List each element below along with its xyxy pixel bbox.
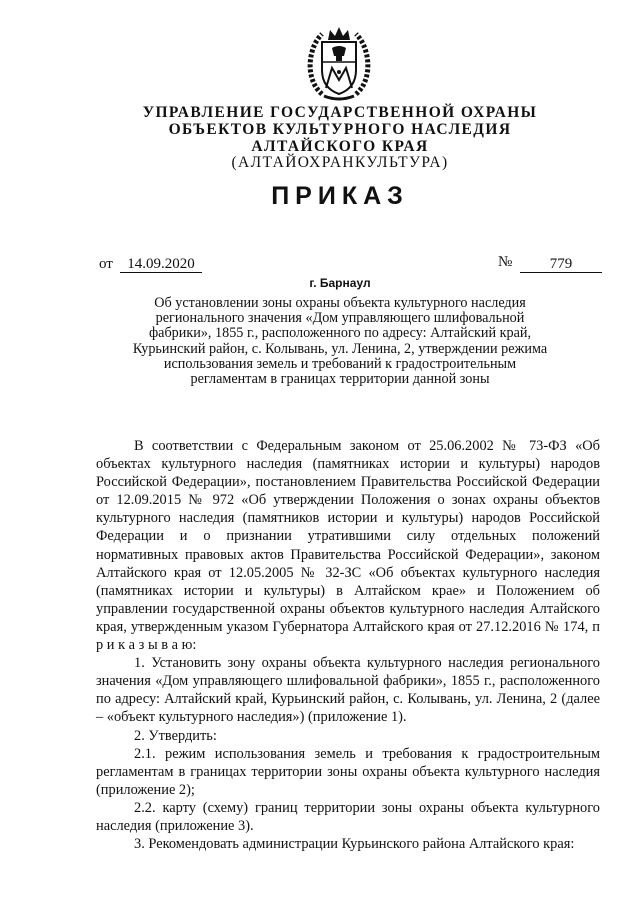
number-label: № xyxy=(498,254,513,270)
clause-2-1: 2.1. режим использования земель и требования к градостроительным регламентам в границах территории зоны охраны объекта культурного наследия (приложение 2); xyxy=(96,745,600,798)
document-type-title: ПРИКАЗ xyxy=(271,182,409,210)
clause-1: 1. Установить зону охраны объекта культурного наследия регионального значения «Дом управляющего шлифовальной фабрики», 1855 г., расположенного по адресу: Алтайский край, Курьинский район, с. Колывань, ул. Ленина, 2 (далее – «объект культурного наследия») (приложение 1). xyxy=(96,655,600,726)
order-number: 779 xyxy=(520,256,602,273)
org-name-line-3: АЛТАЙСКОГО КРАЯ xyxy=(251,138,429,155)
order-body xyxy=(96,437,600,853)
clause-2-2: 2.2. карту (схему) границ территории зоны охраны объекта культурного наследия (приложение 3). xyxy=(96,799,600,834)
clause-3: 3. Рекомендовать администрации Курьинского района Алтайского края: xyxy=(134,836,575,853)
preamble-paragraph: В соответствии с Федеральным законом от 25.06.2002 № 73-ФЗ «Об объектах культурного наследия (памятниках истории и культуры) народов Российской Федерации», постановлением Правительства Российской Федерации от 12.09.2015 № 972 «Об утверждении Положения о зонах охраны объектов культурного наследия (памятников истории и культуры) народов Российской Федерации и о признании утратившими силу отдельных положений нормативных правовых актов Правительства Российской Федерации», законом Алтайского края от 12.05.2005 № 32-ЗС «Об объектах культурного наследия (памятниках истории и культуры) в Алтайском крае» и Положением об управлении государственной охраны объектов культурного наследия Алтайского края, утвержденным указом Губернатора Алтайского края от 27.12.2016 № 174, п р и к а з ы в а ю: xyxy=(96,438,600,654)
date-label: от xyxy=(99,256,113,272)
order-subject: Об установлении зоны охраны объекта культурного наследия регионального значения «Дом управляющего шлифовальной фабрики», 1855 г., расположенного по адресу: Алтайский край, Курьинский район, с. Колывань, ул. Ленина, 2, утверждении режима использования земель и требований к градостроительным регламентам в границах территории данной зоны xyxy=(132,295,548,388)
city-name: г. Барнаул xyxy=(309,276,371,290)
altai-coat-of-arms-icon xyxy=(302,22,376,104)
org-short-name: (АЛТАЙОХРАНКУЛЬТУРА) xyxy=(231,154,449,171)
order-date: 14.09.2020 xyxy=(120,256,202,273)
clause-2: 2. Утвердить: xyxy=(134,727,217,744)
org-name-line-2: ОБЪЕКТОВ КУЛЬТУРНОГО НАСЛЕДИЯ xyxy=(168,121,512,138)
org-name-line-1: УПРАВЛЕНИЕ ГОСУДАРСТВЕННОЙ ОХРАНЫ xyxy=(142,104,538,121)
